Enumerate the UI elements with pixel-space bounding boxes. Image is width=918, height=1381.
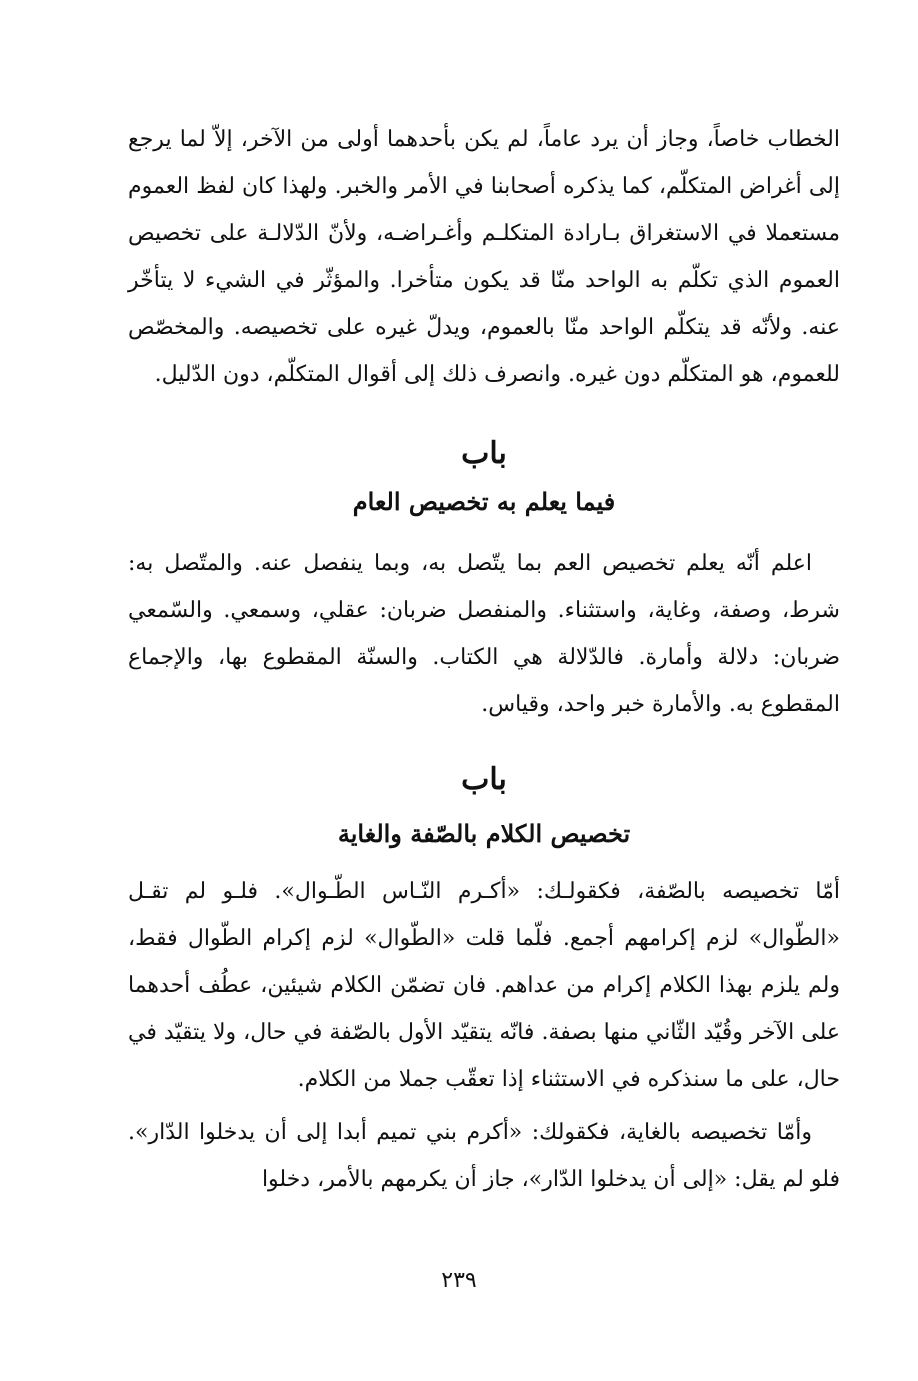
section-bab-heading: باب bbox=[461, 436, 507, 471]
section-title: تخصيص الكلام بالصّفة والغاية bbox=[337, 819, 631, 848]
section-paragraph-limit: وأمّا تخصيصه بالغاية، فكقولك: «أكرم بني تميم أبدا إلى أن يدخلوا الدّار». فلو لم يقل: «إلى أن يدخلوا الدّار»، جاز أن يكرمهم بالأمر، دخلوا bbox=[128, 1120, 840, 1192]
section-bab-heading: باب bbox=[461, 762, 507, 797]
intro-paragraph: الخطاب خاصاً، وجاز أن يرد عاماً، لم يكن بأحدهما أولى من الآخر، إلاّ لما يرجع إلى أغراض المتكلّم، كما يذكره أصحابنا في الأمر والخبر. ولهذا كان لفظ العموم مستعملا في الاستغراق بـارادة المتكلـم وأغـراضـه، ولأنّ الدّلالـة على تخصيص العموم الذي تكلّم به الواحد منّا قد يكون متأخرا. والمؤثّر في الشيء لا يتأخّر عنه. ولأنّه قد يتكلّم الواحد منّا بالعموم، ويدلّ غيره على تخصيصه. والمخصّص للعموم، هو المتكلّم دون غيره. وانصرف ذلك إلى أقوال المتكلّم، دون الدّليل. bbox=[128, 127, 840, 387]
section-paragraph-attribute: أمّا تخصيصه بالصّفة، فكقولـك: «أكـرم النّـاس الطّـوال». فلـو لم تقـل «الطّوال» لزم إكرامهم أجمع. فلّما قلت «الطّوال» لزم إكرام الطّوال فقط، ولم يلزم بهذا الكلام إكرام من عداهم. فان تضمّن الكلام شيئين، عطُف أحدهما على الآخر وقُيّد الثّاني منها بصفة. فانّه يتقيّد الأول بالصّفة في حال، ولا يتقيّد في حال، على ما سنذكره في الاستثناء إذا تعقّب جملا من الكلام. bbox=[128, 879, 841, 1092]
section-title: فيما يعلم به تخصيص العام bbox=[352, 487, 616, 516]
section-attribute-and-limit bbox=[128, 754, 840, 1203]
page-number: ٢٣٩ bbox=[441, 1268, 477, 1293]
page-body bbox=[128, 116, 840, 1203]
section-paragraph: اعلم أنّه يعلم تخصيص العم بما يتّصل به، وبما ينفصل عنه. والمتّصل به: شرط، وصفة، وغاية، واستثناء. والمنفصل ضربان: عقلي، وسمعي. والسّمعي ضربان: دلالة وأمارة. فالدّلالة هي الكتاب. والسنّة المقطوع بها، والإجماع المقطوع به. والأمارة خبر واحد، وقياس. bbox=[128, 551, 840, 717]
section-specification-knowledge bbox=[128, 428, 840, 728]
